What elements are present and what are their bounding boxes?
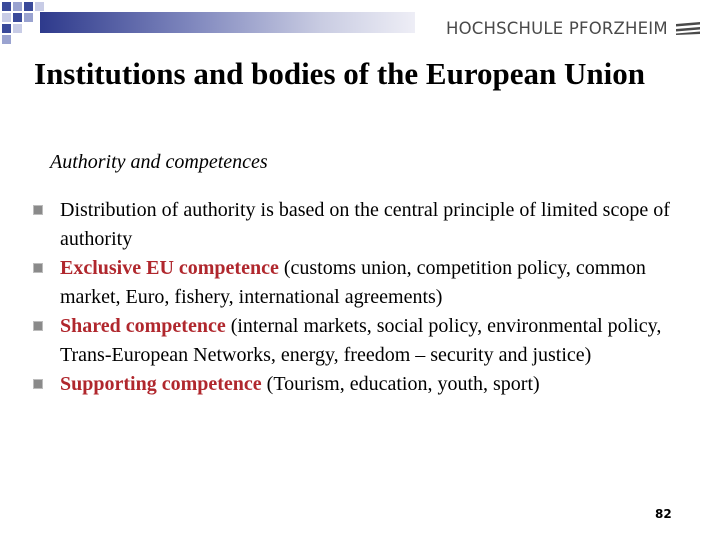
slide-subtitle: Authority and competences bbox=[50, 151, 268, 173]
square-bullet-icon bbox=[33, 379, 43, 389]
header-gradient-band bbox=[40, 12, 415, 33]
university-logo bbox=[446, 17, 701, 39]
bullet-item bbox=[32, 312, 704, 370]
bullet-text: Distribution of authority is based on the central principle of limited scope of authority bbox=[60, 199, 670, 250]
bullet-highlight: Shared competence bbox=[60, 315, 226, 337]
square-bullet-icon bbox=[33, 205, 43, 215]
logo-text: HOCHSCHULE PFORZHEIM bbox=[446, 18, 668, 38]
bullet-highlight: Supporting competence bbox=[60, 373, 262, 395]
page-number: 82 bbox=[655, 507, 672, 521]
bullet-text: (internal markets, social policy, environmental policy, Trans-European Networks, energy, freedom – security and justice) bbox=[60, 315, 662, 366]
bullet-list bbox=[32, 196, 704, 399]
square-bullet-icon bbox=[33, 263, 43, 273]
bullet-item bbox=[32, 254, 704, 312]
bullet-highlight: Exclusive EU competence bbox=[60, 257, 279, 279]
bullet-item bbox=[32, 196, 704, 254]
bullet-text: (customs union, competition policy, common market, Euro, fishery, international agreements) bbox=[60, 257, 646, 308]
slide-title: Institutions and bodies of the European Union bbox=[34, 56, 645, 91]
logo-mark-icon bbox=[675, 21, 701, 35]
bullet-text: (Tourism, education, youth, sport) bbox=[261, 373, 540, 395]
square-bullet-icon bbox=[33, 321, 43, 331]
bullet-item bbox=[32, 370, 704, 399]
